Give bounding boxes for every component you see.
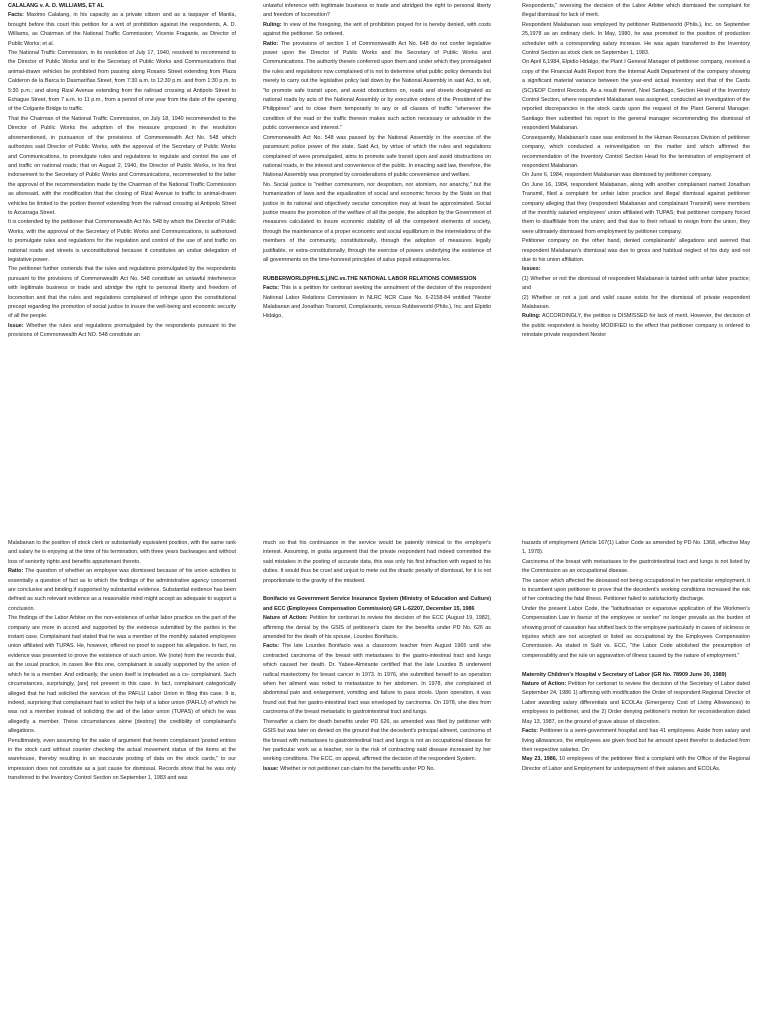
paragraph-heading: Facts: bbox=[522, 728, 538, 735]
paragraph-text: The findings of the Labor Arbiter on the non-existence of unfair labor practice on the part of the company are more in accord and supported by the evidence submitted by the parties in the instant case. Complainant had stated that he was a member of the monthly salaried employees union affiliated with TUPAS. He, however, offered no proof to support his allegation. In fact, no evidence was presented to prove the existence of such union. We (note) from the records that, as the usual practice, in cases like this one, complainant is usually supported by the union of which he is a member. And ordinarily, the union itself is impleaded as a co- complainant. Such circumstances, surprisingly, [are] not present in this case. In fact, complainant categorically alleged that he had solicited the services of the PAFLU Labor Union in filing this case. It is, indeed, surprising that complainant had to solicit the help of a labor union (PAFLU) of which he was not a member instead of soliciting the aid of the labor union (TUPAS) of which he was allegedly a member. These circumstances alone [destroy] the credibility of complainant's allegations. bbox=[8, 615, 236, 735]
paragraph-heading: Facts: bbox=[263, 285, 279, 292]
paragraph-text: Maximo Calalang, in his capacity as a private citizen and as a taxpayer of Manila, brought before this court this petition for a writ of prohibition against the respondents, A. D. Williams, as Chairman of the National Traffic Commission; Vicente Fragante, as Director of Public Works; et al. bbox=[8, 12, 236, 47]
column-2-bottom bbox=[263, 539, 491, 1024]
paragraph-text: The late Lourdes Bonifacio was a classroom teacher from August 1965 until she contracted carcinoma of the breast with metastases to the gastro-intestinal tract and lungs which caused her death. Dr. Yabee-Almirante certified that the late Lourdes B underwent radical mastectomy for breast cancer in 1973. In 1976, she submitted herself to an operation when her ailment was noted to metastasize to her abdomen. In 1978, she complained of abdominal pain and enlargement, vomiting and failure to pass stools. Upon operation, it was found out that her gastro-intestinal tract was enveloped by carcinoma. On 1978, she dies from carcinoma of the breast metastatic to gastrointestinal tract and lungs. bbox=[263, 643, 491, 716]
paragraph bbox=[522, 265, 750, 274]
paragraph-heading: May 23, 1986, bbox=[522, 756, 558, 763]
paragraph-text: Respondent Malabanan was employed by petitioner Rubberworld (Phils.), Inc. on September 25,1978 as an ordinary clerk. In May, 1980, he was promoted to the position of production scheduler with a corresponding salary increase. He was again transferred to the Inventory Control Section as stock clerk on September 1, 1983. bbox=[522, 21, 750, 57]
paragraph-heading: Issue: bbox=[8, 322, 24, 329]
paragraph-heading: Nature of Action: bbox=[263, 615, 308, 622]
paragraph bbox=[263, 718, 491, 765]
paragraph bbox=[522, 680, 750, 727]
paragraph bbox=[263, 21, 491, 40]
paragraph bbox=[522, 275, 750, 294]
paragraph-text: Whether the rules and regulations promulgated by the respondents pursuant to the provisions of Commonwealth Act NO. 548 constitute an bbox=[8, 322, 236, 339]
paragraph-text: This is a petition for certiorari seeking the annulment of the decision of the respondent National Labor Relations Commission in NLRC NCR Case No. 6-2158-84 entitled "Nestor Malabanan and Jonathan Transmil, Complainants, versus Rubberworld (Phils.), Inc. and Elpidio Hidalgo, bbox=[263, 285, 491, 320]
paragraph bbox=[522, 294, 750, 313]
paragraph bbox=[8, 265, 236, 321]
paragraph bbox=[8, 737, 236, 784]
paragraph bbox=[263, 275, 491, 284]
paragraph-heading: Issues: bbox=[522, 266, 541, 273]
column-3-bottom bbox=[522, 539, 750, 1024]
paragraph-text: The National Traffic Commission, in its resolution of July 17, 1940, resolved to recommend to the Director of Public Works and to the Secretary of Public Works and Communications that animal-drawn vehicles be prohibited from passing along Rosario Street extending from Plaza Calderon de la Barca to Dasmariñas Street, from 7:30 a.m. to 12:30 p.m. and from 1:30 p.m. to 5:30 p.m.; and along Rizal Avenue extending from the railroad crossing at Antipolo Street to Echague Street, from 7 a.m. to 11 p.m., from a period of one year from the date of the opening of the Colgante Bridge to traffic. bbox=[8, 50, 236, 113]
paragraph-text: Commonwealth Act No. 548 was passed by the National Assembly in the exercise of the paramount police power of the state. Said Act, by virtue of which the rules and regulations complained of were promulgated, aims to promote safe transit upon and avoid obstructions on national roads, in the interest and convenience of the public. In enacting said law, therefore, the National Assembly was prompted by considerations of public convenience and welfare. bbox=[263, 134, 491, 179]
paragraph bbox=[8, 218, 236, 265]
paragraph bbox=[8, 2, 236, 11]
paragraph-heading: Ratio: bbox=[263, 40, 279, 47]
paragraph-text: Petitioner is a semi-government hospital and has 41 employees. Aside from salary and living allowances, the employees are given food but he amount spent therefor is deducted from their respective salaries. On bbox=[522, 728, 750, 753]
paragraph-text: The cancer which affected the deceased not being occupational in her particular employment, it is incumbent upon petitioner to prove that the decedent's working conditions increased the risk of her contracting the fatal illness. Petitioner failed to satisfactorily discharge. bbox=[522, 577, 750, 603]
paragraph bbox=[263, 2, 491, 21]
paragraph bbox=[263, 181, 491, 266]
paragraph-heading: Facts: bbox=[263, 643, 279, 650]
paragraph-heading: Issue: bbox=[263, 765, 279, 772]
paragraph bbox=[263, 586, 491, 595]
paragraph bbox=[522, 605, 750, 661]
paragraph-text: The petitioner further contends that the rules and regulations promulgated by the respondents pursuant to the provisions of Commonwealth Act No. 548 constitute an unlawful interference with legitimate business or trade and abridge the right to personal liberty and freedom of locomotion and that the rules and regulations complained of infringe upon the constitutional precept regarding the promotion of social justice to insure the well-being and economic security of all the people. bbox=[8, 266, 236, 320]
paragraph bbox=[263, 265, 491, 274]
paragraph bbox=[8, 539, 236, 567]
paragraph-heading: Ratio: bbox=[8, 568, 24, 575]
paragraph bbox=[263, 134, 491, 181]
paragraph-text: No. Social justice is "neither communism, nor despotism, nor atomism, nor anarchy," but the humanization of laws and the equalization of social and economic forces by the State so that justice in its rational and objectively secular conception may at least be approximated. Social justice means the promotion of the welfare of all the people, the adoption by the Government of measures calculated to insure economic stability of all the competent elements of society, through the maintenance of a proper economic and social equilibrium in the interrelations of the members of the community, constitutionally, through the adoption of measures legally justifiable, or extra-constitutionally, through the exercise of powers underlying the existence of all governments on the time-honored principles of salus populi estsuprema lex. bbox=[263, 181, 491, 263]
paragraph-text: On June 6, 1984, respondent Malabanan was dismissed by petitioner company. bbox=[522, 172, 712, 179]
paragraph bbox=[263, 40, 491, 134]
paragraph bbox=[522, 237, 750, 265]
paragraph-text: Consequently, Malabanan's case was endorsed to the Human Resources Division of petitioner company, which conducted a reinvestigation on the matter and which affirmed the recommendation of the Inventory Control Section Head for the termination of employment of respondent Malabanan. bbox=[522, 134, 750, 169]
paragraph-text: On June 16, 1984, respondent Malabanan, along with another complainant named Jonathan Transmil, filed a complaint for unfair labor practice and illegal dismissal against petitioner company alleging that they (respondent Malabanan and complainant Transmil) were members of the monthly salaried employees' union affiliated with TUPAS; that petitioner company forced them to disaffiliate from the union; and that due to their refusal to resign from the union, they were ultimately dismissed from employment by petitioner company. bbox=[522, 181, 750, 235]
paragraph bbox=[522, 755, 750, 774]
paragraph-text: 10 employees of the petitioner filed a complaint with the Office of the Regional Director of Labor and Employment for underpayment of their salaries and ECOLAs. bbox=[522, 756, 750, 772]
paragraph-text: Petition for certiorari to review the decision of the Secretary of Labor dated September 24, 1986 1) affirming with modification the Order of respondent Regional Director of Labor awarding salary differentials and ECOLAs (Emergency Cost of Living Allowances) to employees to petitioner, and the 2) Order denying petitioner's motion for reconsideration dated May 13, 1987, on the ground of grave abuse of discretion. bbox=[522, 681, 750, 725]
paragraph bbox=[522, 727, 750, 755]
paragraph-text: On April 6,1984, Elpidio Hidalgo, the Plant I General Manager of petitioner company, received a copy of the Financial Audit Report from the Internal Audit Department of the company showing a significant material variance between the year-end actual inventory and that of the Cards (SC)/EDP Control Records. As a result thereof, Noel Santiago, Section Head of the Inventory Control Section, where respondent Malabanan was assigned, conducted an investigation of the reported discrepancies in the stock cards upon the request of the Plant General Manager. Santiago then submitted his report to the general manager recommending the dismissal of respondent Malabanan. bbox=[522, 59, 750, 132]
paragraph-text: Whether or not petitioner can claim for the benefits under PD No. bbox=[278, 765, 436, 772]
paragraph-text: In view of the foregoing, the writ of prohibition prayed for is hereby denied, with costs against the petitioner. So ordered. bbox=[263, 21, 491, 38]
paragraph-text: Respondents," reversing the decision of the Labor Arbiter which dismissed the complaint for illegal dismissal for lack of merit. bbox=[522, 3, 750, 19]
paragraph-text: It is contended by the petitioner that Commonwealth Act No. 548 by which the Director of Public Works, with the approval of the Secretary of Public Works and Communications, is authorized to promulgate rules and regulations for the regulation and control of the use of and traffic on national roads and streets is unconstitutional because it constitutes an undue delegation of legislative power. bbox=[8, 219, 236, 263]
paragraph-text: The question of whether an employee was dismissed because of his union activities is essentially a question of fact as to which the findings of the administrative agency concerned are conclusive and binding if supported by substantial evidence. Substantial evidence has been defined as such relevant evidence as a reasonable mind might accept as adequate to support a conclusion. bbox=[8, 568, 236, 612]
paragraph-heading: CALALANG v. A. D. WILLIAMS, ET AL bbox=[8, 3, 104, 9]
paragraph-heading: Nature of Action: bbox=[522, 681, 567, 688]
paragraph bbox=[263, 284, 491, 322]
paragraph bbox=[522, 539, 750, 558]
paragraph bbox=[8, 49, 236, 115]
paragraph bbox=[522, 312, 750, 340]
paragraph bbox=[522, 2, 750, 21]
paragraph bbox=[8, 614, 236, 736]
paragraph-text: Malabanan to the position of stock clerk or substantially equivalent position, with the same rank and salary he is enjoying at the time of his termination, with three years backwages and without loss of seniority rights and benefits appurtenant thereto. bbox=[8, 540, 236, 565]
paragraph bbox=[522, 21, 750, 59]
paragraph-text: (2) Whether or not a just and valid cause exists for the dismissal of private respondent Malabanan. bbox=[522, 294, 750, 310]
column-1-top bbox=[8, 2, 236, 505]
column-3-top bbox=[522, 2, 750, 505]
paragraph-heading: Ruling: bbox=[263, 21, 282, 28]
paragraph bbox=[522, 661, 750, 670]
paragraph bbox=[8, 11, 236, 49]
paragraph bbox=[263, 642, 491, 717]
paragraph-text: unlawful inference with legitimate business or trade and abridged the right to personal liberty and freedom of locomotion? bbox=[263, 3, 491, 19]
paragraph-text: hazards of employment (Article 167(1) Labor Code as amended by PD No. 1368, effective May 1, 1978). bbox=[522, 540, 750, 556]
paragraph-text: (1) Whether or not the dismissal of respondent Malabanan is tainted with unfair labor practice; and bbox=[522, 275, 750, 292]
column-2-top bbox=[263, 2, 491, 505]
paragraph bbox=[522, 58, 750, 133]
paragraph bbox=[8, 322, 236, 341]
paragraph-text: Petitioner company on the other hand, denied complainants' allegations and averred that respondent Malabanan's dismissal was due to gross and habitual neglect of his duty and not due to his union affiliation. bbox=[522, 238, 750, 263]
paragraph bbox=[263, 614, 491, 642]
column-1-bottom bbox=[8, 539, 236, 1024]
paragraph bbox=[263, 765, 491, 774]
paragraph bbox=[263, 595, 491, 614]
paragraph bbox=[522, 577, 750, 605]
paragraph bbox=[522, 671, 750, 680]
paragraph bbox=[522, 181, 750, 237]
paragraph-text: Thereafter a claim for death benefits under PD 626, as amended was filed by petitioner with GSIS but was later on denied on the ground that the decedent's principal ailment, carcinoma of the breast with metastases to gastrointestinal tract and lungs is not an occupational disease for her particular work as a teacher, nor is the risk of contracting said disease increased by her working conditions. The ECC, on appeal, affirmed the decision of the respondent System. bbox=[263, 718, 491, 763]
paragraph-heading: Bonifacio vs Government Service Insurance System (Ministry of Education and Culture) and ECC (Employees Compensation Commission) GR L-62207, December 15, 1986 bbox=[263, 596, 491, 612]
paragraph-text: That the Chairman of the National Traffic Commission, on July 18, 1940 recommended to the Director of Public Works the adoption of the measure proposed in the resolution aforementioned, in pursuance of the provisions of Commonwealth Act No. 548 which authorizes said Director of Public Works, with the approval of the Secretary of Public Works and Communications, to promulgate rules and regulations to regulate and control the use of and traffic on national roads; that on August 2, 1940, the Director of Public Works, in his first indorsement to the Secretary of Public Works and Communications, recommended to the latter the approval of the recommendation made by the Chairman of the National Traffic Commission as aforesaid, with the modification that the closing of Rizal Avenue to traffic to animal-drawn vehicles be limited to the portion thereof extending from the railroad crossing at Antipolo Street to Azcarraga Street. bbox=[8, 115, 236, 216]
paragraph-text: Under the present Labor Code, the "latitudinarian or expansive application of the Workmen's Compensation Law in favour of the employee or worker" no longer prevails as the burden of showing proof of causation has shifted back to the employee particularly in cases of sickness or injuries which are not accepted or listed as occupational by the Employees Compensation Commission. As stated in Sulit vs. ECC, "the Labor Code abolished the presumption of compensability and the rule on aggravation of illness caused by the nature of employment." bbox=[522, 605, 750, 659]
paragraph-text: ACCORDINGLY, the petition is DISMISSED for lack of merit. However, the decision of the public respondent is hereby MODIFIED to the effect that petitioner company is ordered to reinstate private respondent Nestor bbox=[522, 313, 750, 339]
paragraph-heading: Ruling: bbox=[522, 313, 541, 320]
paragraph-text: Petition for certiorari to review the decision of the ECC (August 19, 1982), affirming the denial by the GSIS of petitioner's claim for the benefits under PD No. 626 as amended for the death of his spouse, Lourdes Bonifacio. bbox=[263, 615, 491, 641]
paragraph bbox=[263, 539, 491, 586]
paragraph-heading: RUBBERWORLD(PHILS.),INC.vs.THE NATIONAL LABOR RELATIONS COMMISSION bbox=[263, 275, 477, 282]
paragraph bbox=[522, 558, 750, 577]
paragraph-heading: Facts: bbox=[8, 12, 24, 19]
paragraph bbox=[8, 115, 236, 218]
paragraph bbox=[522, 171, 750, 180]
paragraph-text: The provisions of section 1 of Commonwealth Act No. 648 do not confer legislative power upon the Director of Public Works and the Secretary of Public Works and Communications. The authority therein conferred upon them and under which they promulgated the rules and regulations now complained of is not to determine what public policy demands but merely to carry out the legislative policy laid down by the National Assembly in said Act, to wit, "to promote safe transit upon, and avoid obstructions on, roads and streets designated as national roads by acts of the National Assembly or by executive orders of the President of the Philippines" and to close them temporarily to any or all classes of traffic "whenever the condition of the road or the traffic thereon makes such action necessary or advisable in the public convenience and interest." bbox=[263, 40, 491, 132]
paragraph-text: Carcinoma of the breast with metastases to the gastrointestinal tract and lungs is not listed by the Commission as an occupational disease. bbox=[522, 558, 750, 575]
paragraph bbox=[522, 134, 750, 172]
paragraph-text: Penultimately, even assuming for the sake of argument that herein complainant 'posted entries in the stock card without counter checking the actual movement status of the items at the warehouse, thereby resulting in an inaccurate posting of data on the stock cards," to our impression does not constitute as a just cause for dismissal. Records show that he was only transferred to the Inventory Control Section on September 1, 1983 and was bbox=[8, 737, 236, 782]
paragraph-text: much so that his continuance in the service would be patently inimical to the employer's interest. Assuming, in gratia argumenti that the private respondent had indeed committed the said mistakes in the posting of accurate data, this was only his first infraction with regard to his duties. It would thus be cruel and unjust to mete out the drastic penalty of dismissal, for it is not proportionate to the gravity of the misdeed. bbox=[263, 540, 491, 584]
paragraph-heading: Maternity Children's Hospital v Secretary of Labor (GR No. 78909 June 30, 1989) bbox=[522, 671, 727, 678]
paragraph bbox=[8, 567, 236, 614]
